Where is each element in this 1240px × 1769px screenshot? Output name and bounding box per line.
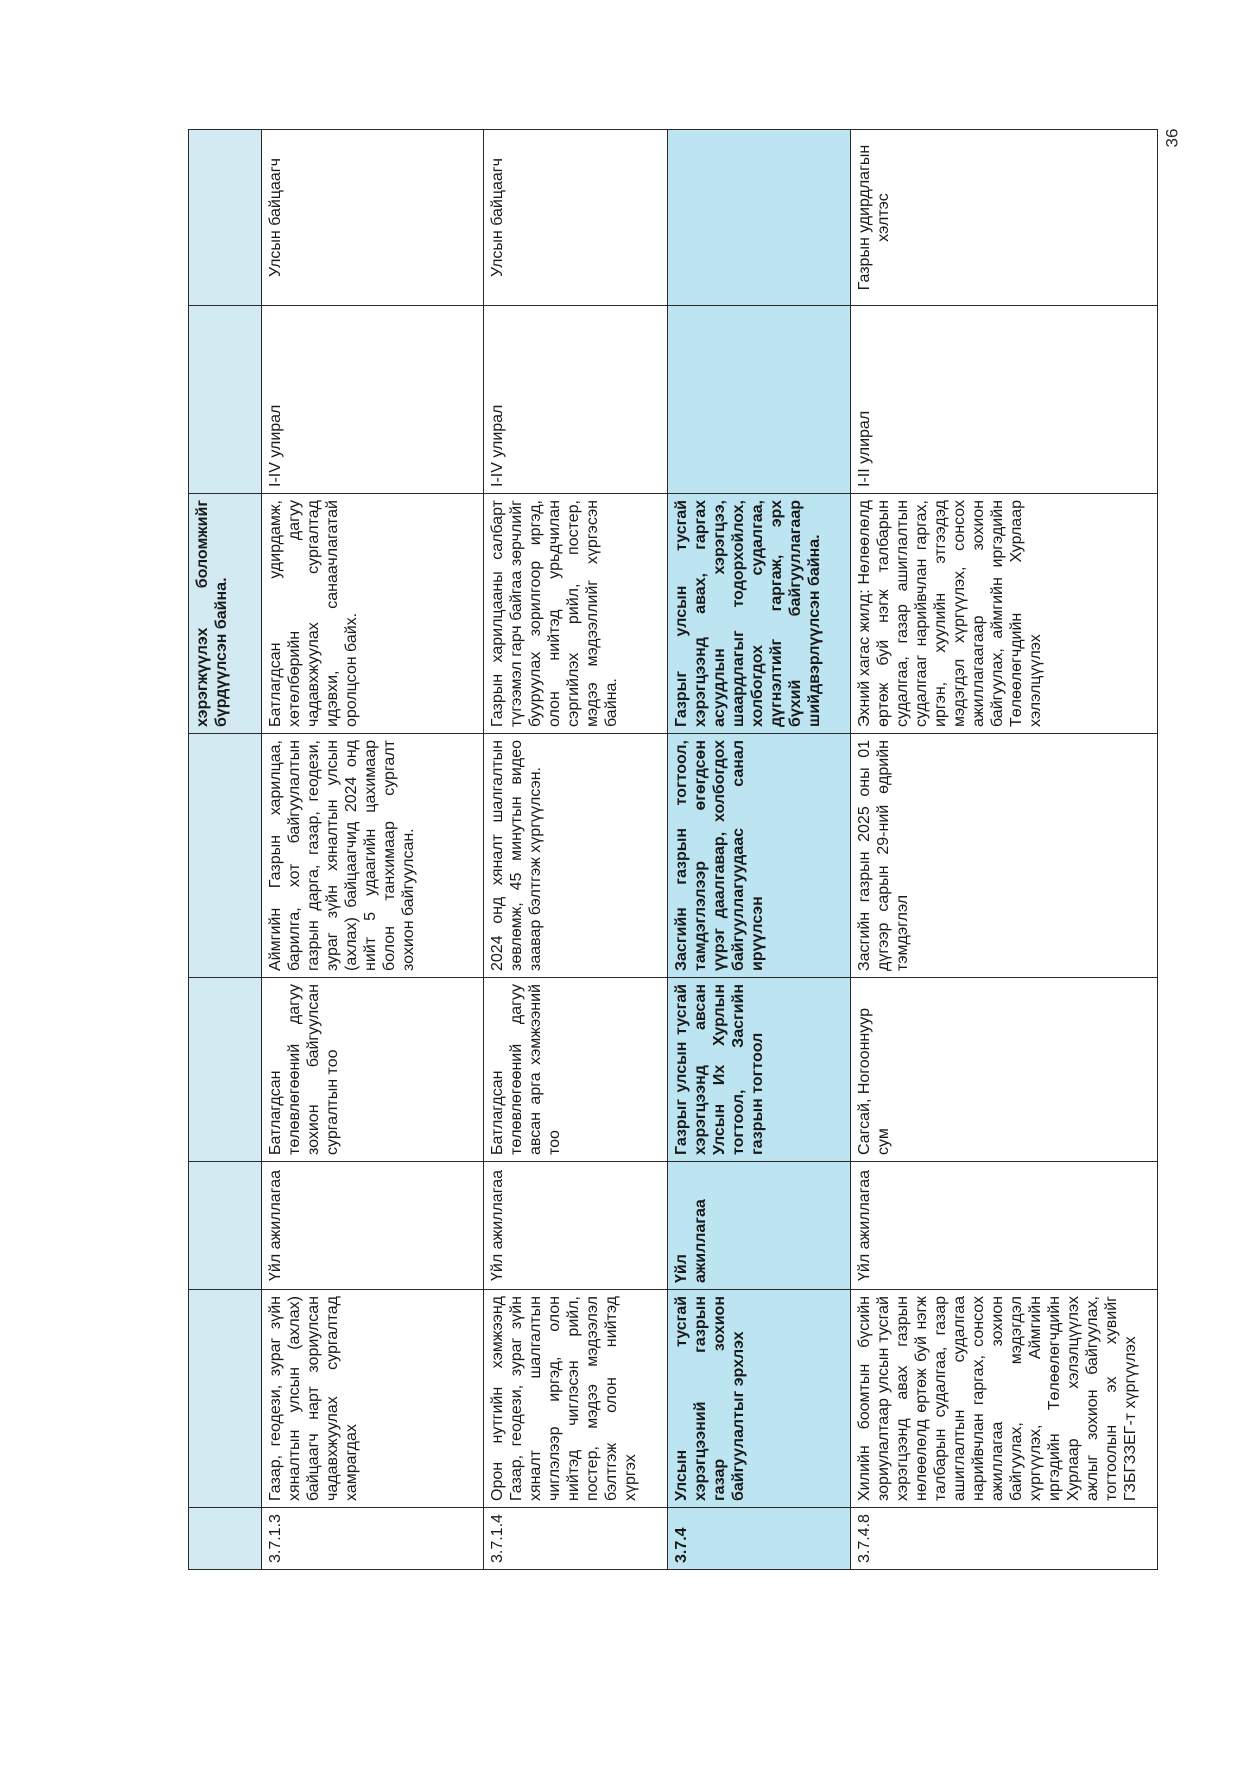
section-row xyxy=(667,130,851,1570)
row-activity: Орон нутгийн хэмжээнд Газар, геодези, зураг зүйн хяналт шалгалтын чиглэлээр иргэд, олон нийтэд чиглэсэн рийл, постер, мэдээ мэдээлэл бэлтгэж олон нийтэд хүргэх xyxy=(484,1290,668,1508)
row-type: Үйл ажиллагаа xyxy=(851,1162,1158,1290)
row-responsible: Газрын удирдлагын хэлтэс xyxy=(851,130,1158,306)
row-id: 3.7.1.4 xyxy=(484,1508,668,1570)
rotated-page-content xyxy=(188,130,1158,1570)
action-plan-table xyxy=(188,129,1158,1570)
row-period: I-IV улирал xyxy=(484,306,668,494)
row-activity: Хилийн боомтын бүсийн зориулалтаар улсын тусгай хэрэгцээнд авах газрын нөлөөлөлд өртөж буй нэгж талбарын судалгаа, газар ашиглалтын судалгаа нарийвчлан гаргах, сонсох ажиллагаа зохион байгуулах, мэдэгдэл хүргүүлэх, Аймгийн иргэдийн Төлөөлөгчдийн Хурлаар хэлэлцүүлэх ажлыг зохион байгуулах, тогтоолын эх хувийг ГЗБГЗЗЕГ-т хүргүүлэх xyxy=(851,1290,1158,1508)
header-cell-3 xyxy=(189,1162,262,1290)
row-id: 3.7.1.3 xyxy=(261,1508,484,1570)
row-indicator: Батлагдсан төлөвлөгөөний дагуу авсан арга хэмжээний тоо xyxy=(484,978,668,1162)
row-responsible: Улсын байцаагч xyxy=(484,130,668,306)
row-target: Газрын харилцааны салбарт түгээмэл гарч байгаа зөрчлийг бууруулах зорилгоор иргэд, олон нийтэд урьдчилан сэргийлэх рийл, постер, мэдээ мэдээллийг хүргэсэн байна. xyxy=(484,494,668,734)
row-period: I-IV улирал xyxy=(261,306,484,494)
section-id: 3.7.4 xyxy=(667,1508,851,1570)
section-period xyxy=(667,306,851,494)
table-row xyxy=(851,130,1158,1570)
header-cell-8 xyxy=(189,130,262,306)
row-indicator: Сагсай, Ногооннуур сум xyxy=(851,978,1158,1162)
section-indicator: Газрыг улсын тусгай хэрэгцээнд авсан Улсын Их Хурлын тогтоол, Засгийн газрын тогтоол xyxy=(667,978,851,1162)
header-cell-2 xyxy=(189,1290,262,1508)
header-cell-target-continuation: хэрэгжүүлэх боломжийг бүрдүүлсэн байна. xyxy=(189,494,262,734)
row-indicator: Батлагдсан төлөвлөгөөний дагуу зохион байгуулсан сургалтын тоо xyxy=(261,978,484,1162)
row-id: 3.7.4.8 xyxy=(851,1508,1158,1570)
section-target: Газрыг улсын тусгай хэрэгцээнд авах, гаргах асуудлын хэрэгцээ, шаардлагыг тодорхойлох, холбогдох судалгаа, дүгнэлтийг гаргаж, эрх бүхий байгууллагаар шийдвэрлүүлсэн байна. xyxy=(667,494,851,734)
row-baseline: Засгийн газрын 2025 оны 01 дүгээр сарын 29-ний өдрийн тэмдэглэл xyxy=(851,734,1158,978)
header-cell-4 xyxy=(189,978,262,1162)
table-header-row xyxy=(189,130,262,1570)
header-cell-7 xyxy=(189,306,262,494)
row-type: Үйл ажиллагаа xyxy=(261,1162,484,1290)
section-activity: Улсын тусгай хэрэгцээний газрын газар зохион байгуулалтыг эрхлэх xyxy=(667,1290,851,1508)
section-type: Үйл ажиллагаа xyxy=(667,1162,851,1290)
header-cell-1 xyxy=(189,1508,262,1570)
row-baseline: Аймгийн Газрын харилцаа, барилга, хот байгуулалтын газрын дарга, газар, геодези, зураг зүйн хяналтын улсын (ахлах) байцаагчид 2024 онд нийт 5 удаагийн цахимаар болон танхимаар сургалт зохион байгуулсан. xyxy=(261,734,484,978)
header-cell-5 xyxy=(189,734,262,978)
row-activity: Газар, геодези, зураг зүйн хяналтын улсын (ахлах) байцаагч нарт зориулсан чадавхжуулах сургалтад хамрагдах xyxy=(261,1290,484,1508)
page-number: 36 xyxy=(1162,128,1182,148)
section-responsible xyxy=(667,130,851,306)
table-row xyxy=(261,130,484,1570)
row-type: Үйл ажиллагаа xyxy=(484,1162,668,1290)
row-target: Эхний хагас жилд: Нөлөөлөлд өртөж буй нэгж талбарын судалгаа, газар ашиглалтын судалгааг нарийвчлан гаргах, иргэн, хуулийн этгээдэд мэдэгдэл хүргүүлэх, сонсох ажиллагаагаар зохион байгуулах, аймгийн иргэдийн Төлөөлөгчдийн Хурлаар хэлэлцүүлэх xyxy=(851,494,1158,734)
row-target: Батлагдсан удирдамж, хөтөлбөрийн дагуу чадавхжуулах сургалтад идэвхи, санаачлагатай оролцсон байх. xyxy=(261,494,484,734)
row-responsible: Улсын байцаагч xyxy=(261,130,484,306)
row-period: I-II улирал xyxy=(851,306,1158,494)
section-baseline: Засгийн газрын тогтоол, тамдэглэлээр өгөгдсөн үүрэг даалгавар, холбогдох байгууллагуудаас санал ирүүлсэн xyxy=(667,734,851,978)
row-baseline: 2024 онд хяналт шалгалтын зөвлөмж, 45 минутын видео заавар бэлтгэж хүргүүлсэн. xyxy=(484,734,668,978)
table-row xyxy=(484,130,668,1570)
